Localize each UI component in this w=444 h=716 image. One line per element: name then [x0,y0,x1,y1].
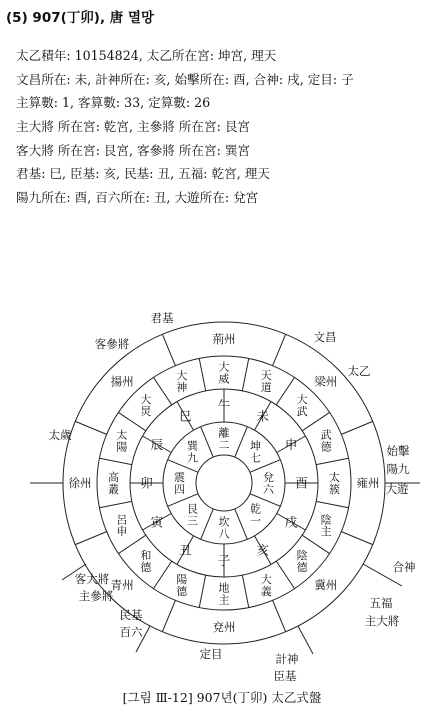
outer-label: 百六 [119,625,143,640]
spirit-label: 陰主 [320,513,332,539]
spirit-label: 陰德 [296,549,308,575]
branch-label: 寅 [150,514,164,530]
gua-cell-label: 坎八 [218,515,230,541]
gua-cell-label: 巽九 [187,439,199,465]
gua-cell-label: 艮三 [187,502,199,528]
province-label: 雍州 [356,476,380,491]
province-label: 揚州 [110,374,134,389]
info-line: 文昌所在: 未, 計神所在: 亥, 始擊所在: 酉, 合神: 戌, 定目: 子 [16,71,354,87]
spoke-line [276,377,294,404]
branch-label: 戌 [284,514,298,530]
branch-label: 巳 [178,408,192,424]
branch-label: 申 [284,436,298,452]
ring-center [196,455,252,511]
outer-label: 主大將 [364,614,400,629]
spirit-label: 大威 [218,360,230,386]
spoke-line [242,575,248,607]
province-label: 荊州 [212,332,236,347]
figure-caption: [그림 Ⅲ-12] 907년(丁卯) 太乙式盤 [122,690,322,705]
province-label: 青州 [110,577,134,592]
info-line: 陽九所在: 酉, 百六所在: 丑, 大遊所在: 兌宮 [16,190,259,206]
page-heading: (5) 907(丁卯), 唐 멸망 [6,10,155,26]
info-line: 太乙積年: 10154824, 太乙所在宮: 坤宮, 理天 [16,48,277,63]
spoke-line [99,501,131,507]
info-lines [16,44,354,210]
outer-label: 五福 [369,596,393,611]
outer-label: 合神 [392,560,416,575]
outer-label: 民基 [119,608,143,623]
branch-label: 未 [256,408,270,424]
info-line: 君基: 巳, 臣基: 亥, 民基: 丑, 五福: 乾宮, 理天 [16,166,270,182]
outer-label: 臣基 [273,669,297,682]
outer-label: 客大將 [74,572,110,587]
spirit-label: 地主 [218,581,230,607]
spoke-line [162,334,175,365]
spoke-line [199,358,205,390]
branch-label: 亥 [256,542,270,558]
branch-label: 子 [217,553,231,568]
spirit-label: 大武 [296,392,308,418]
spoke-line [162,600,175,631]
province-label: 兗州 [212,620,236,635]
branch-label: 辰 [150,436,164,452]
outer-label: 文昌 [313,330,337,345]
spirit-label: 武德 [320,428,332,454]
outer-label: 太乙 [347,364,371,379]
spirit-label: 天道 [260,368,272,394]
spoke-line [276,561,294,588]
spoke-line [201,427,214,457]
spoke-line [199,575,205,607]
gua-cell-label: 兌六 [263,471,274,496]
outer-label: 定目 [199,647,223,662]
spoke-line [235,509,248,539]
info-line: 客大將 所在宮: 艮宮, 客參將 所在宮: 巽宮 [16,142,251,158]
province-label: 梁州 [314,374,338,389]
spoke-line [341,421,372,434]
spoke-line [316,458,348,464]
province-label: 徐州 [68,476,92,491]
spoke-line [75,421,106,434]
gua-cell-label: 乾一 [249,502,261,528]
spoke-line [316,501,348,507]
province-label: 冀州 [314,577,338,592]
spirit-label: 太簇 [329,471,340,496]
spoke-line [99,458,131,464]
outer-label: 大遊 [385,482,409,497]
spirit-label: 大神 [176,368,188,394]
outer-label: 主參將 [78,589,114,604]
spoke-line [235,427,248,457]
info-line: 主大將 所在宮: 乾宮, 主參將 所在宮: 艮宮 [16,119,251,135]
outer-label: 君基 [150,311,174,326]
branch-label: 卯 [140,475,153,491]
spoke-line [273,600,286,631]
spoke-line [341,532,372,545]
chart-labels [49,311,416,682]
spirit-label: 太陽 [116,428,128,454]
outer-label: 始擊 [386,444,410,459]
branch-label: 酉 [295,475,308,491]
info-line: 主算數: 1, 客算數: 33, 定算數: 26 [16,95,211,111]
spirit-label: 大義 [260,573,272,598]
spirit-label: 陽德 [176,573,188,598]
gua-cell-label: 坤七 [249,439,261,465]
outer-label: 計神 [275,652,299,667]
spirit-label: 呂申 [116,513,128,539]
spoke-line [153,377,171,404]
outer-label: 陽九 [386,462,410,477]
gua-cell-label: 離二 [218,426,230,452]
spirit-label: 高叢 [108,471,119,496]
outer-label: 客參將 [94,337,130,352]
spoke-line [273,334,286,365]
branch-label: 午 [217,398,231,413]
spoke-line [153,561,171,588]
spoke-line [75,532,106,545]
taiyi-chart [0,292,444,682]
spoke-line [242,358,248,390]
divider-line [298,626,313,654]
gua-cell-label: 震四 [174,471,185,496]
branch-label: 丑 [178,542,192,558]
outer-label: 太歲 [48,428,72,443]
spirit-label: 大炅 [140,392,152,418]
spirit-label: 和德 [140,549,152,575]
spoke-line [201,509,214,539]
